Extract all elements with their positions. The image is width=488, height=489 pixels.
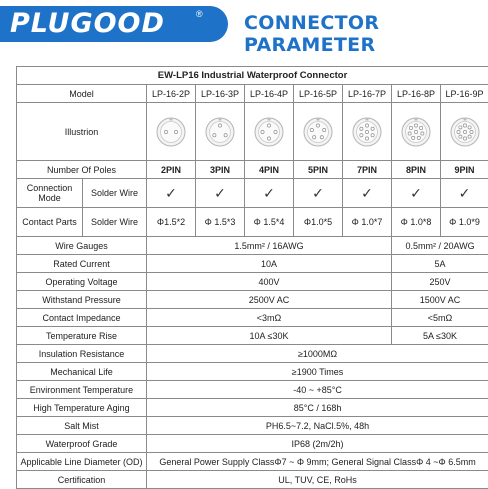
- brand-logo: PLUGOOD: [10, 8, 165, 39]
- check-icon: ✓: [441, 179, 488, 208]
- line-diameter-value: General Power Supply ClassΦ7 ~ Φ 9mm; General Signal ClassΦ 4 ~Φ 6.5mm: [147, 453, 488, 471]
- model-cell: LP-16-3P: [196, 85, 245, 103]
- pin-hole: [164, 130, 167, 133]
- contact-cell: Φ 1.5*4: [245, 208, 294, 237]
- pin-hole: [458, 125, 461, 128]
- pin-hole: [365, 123, 368, 126]
- pin-hole: [456, 130, 459, 133]
- contact-cell: Φ 1.5*3: [196, 208, 245, 237]
- waterproof-grade-label: Waterproof Grade: [17, 435, 147, 453]
- pin-hole: [316, 123, 319, 126]
- pin-hole: [267, 136, 270, 139]
- pressure-a: 2500V AC: [147, 291, 392, 309]
- pin-hole: [320, 135, 323, 138]
- environment-temperature-label: Environment Temperature: [17, 381, 147, 399]
- impedance-b: <5mΩ: [392, 309, 488, 327]
- temperature-rise-label: Temperature Rise: [17, 327, 147, 345]
- poles-cell: 9PIN: [441, 161, 488, 179]
- impedance-a: <3mΩ: [147, 309, 392, 327]
- poles-cell: 2PIN: [147, 161, 196, 179]
- connector-face-icon: [204, 116, 236, 148]
- pin-hole: [174, 130, 177, 133]
- connector-face-icon: [155, 116, 187, 148]
- solder-wire-label: Solder Wire: [83, 208, 147, 237]
- pin-hole: [224, 133, 227, 136]
- model-cell: LP-16-4P: [245, 85, 294, 103]
- temp-rise-b: 5A ≤30K: [392, 327, 488, 345]
- model-cell: LP-16-7P: [343, 85, 392, 103]
- pin-hole: [463, 130, 466, 133]
- poles-cell: 7PIN: [343, 161, 392, 179]
- pin-hole: [469, 130, 472, 133]
- wire-gauge-a: 1.5mm² / 16AWG: [147, 237, 392, 255]
- pin-hole: [218, 123, 221, 126]
- temp-rise-a: 10A ≤30K: [147, 327, 392, 345]
- waterproof-value: IP68 (2m/2h): [147, 435, 488, 453]
- check-icon: ✓: [294, 179, 343, 208]
- pin-hole: [310, 128, 313, 131]
- pin-hole: [360, 133, 363, 136]
- pin-hole: [417, 136, 420, 139]
- solder-wire-label: Solder Wire: [83, 179, 147, 208]
- contact-cell: Φ 1.0*9: [441, 208, 488, 237]
- insulation-value: ≥1000MΩ: [147, 345, 488, 363]
- model-label: Model: [17, 85, 147, 103]
- connector-face-icon: [400, 116, 432, 148]
- pin-hole: [468, 125, 471, 128]
- pin-hole: [463, 123, 466, 126]
- connector-face-icon: [302, 116, 334, 148]
- illustration-cell: [343, 103, 392, 161]
- brand-banner: [0, 6, 228, 42]
- pin-hole: [458, 135, 461, 138]
- mechanical-life-label: Mechanical Life: [17, 363, 147, 381]
- mechanical-life-value: ≥1900 Times: [147, 363, 488, 381]
- illustration-cell: [441, 103, 488, 161]
- illustration-cell: [294, 103, 343, 161]
- poles-cell: 4PIN: [245, 161, 294, 179]
- illustration-cell: [245, 103, 294, 161]
- pin-hole: [421, 131, 424, 134]
- pin-hole: [463, 136, 466, 139]
- wire-gauges-label: Wire Gauges: [17, 237, 147, 255]
- contact-parts-label: Contact Parts: [17, 208, 83, 237]
- pin-hole: [267, 123, 270, 126]
- check-icon: ✓: [392, 179, 441, 208]
- certification-label: Certification: [17, 471, 147, 489]
- line-diameter-label: Applicable Line Diameter (OD): [17, 453, 147, 471]
- high-temp-aging-label: High Temperature Aging: [17, 399, 147, 417]
- contact-cell: Φ 1.0*8: [392, 208, 441, 237]
- pin-hole: [371, 127, 374, 130]
- aging-value: 85°C / 168h: [147, 399, 488, 417]
- check-icon: ✓: [343, 179, 392, 208]
- illustration-label: Illustrion: [17, 103, 147, 161]
- salt-mist-value: PH6.5~7.2, NaCl.5%, 48h: [147, 417, 488, 435]
- page-title: CONNECTOR PARAMETER: [244, 12, 488, 56]
- pin-hole: [274, 130, 277, 133]
- pin-hole: [414, 130, 417, 133]
- pin-hole: [419, 126, 422, 129]
- poles-cell: 8PIN: [392, 161, 441, 179]
- insulation-resistance-label: Insulation Resistance: [17, 345, 147, 363]
- rated-current-a: 10A: [147, 255, 392, 273]
- operating-voltage-label: Operating Voltage: [17, 273, 147, 291]
- rated-current-label: Rated Current: [17, 255, 147, 273]
- poles-cell: 3PIN: [196, 161, 245, 179]
- model-cell: LP-16-9P: [441, 85, 488, 103]
- rated-current-b: 5A: [392, 255, 488, 273]
- salt-mist-label: Salt Mist: [17, 417, 147, 435]
- illustration-cell: [147, 103, 196, 161]
- pin-hole: [365, 130, 368, 133]
- pin-hole: [468, 135, 471, 138]
- withstand-pressure-label: Withstand Pressure: [17, 291, 147, 309]
- pin-hole: [313, 135, 316, 138]
- pin-hole: [408, 131, 411, 134]
- pin-hole: [213, 133, 216, 136]
- pin-hole: [365, 136, 368, 139]
- pin-hole: [371, 133, 374, 136]
- check-icon: ✓: [196, 179, 245, 208]
- illustration-cell: [196, 103, 245, 161]
- voltage-a: 400V: [147, 273, 392, 291]
- pin-hole: [323, 128, 326, 131]
- certification-value: UL, TUV, CE, RoHs: [147, 471, 488, 489]
- voltage-b: 250V: [392, 273, 488, 291]
- contact-cell: Φ1.0*5: [294, 208, 343, 237]
- contact-impedance-label: Contact Impedance: [17, 309, 147, 327]
- pressure-b: 1500V AC: [392, 291, 488, 309]
- pin-hole: [412, 136, 415, 139]
- pin-hole: [409, 126, 412, 129]
- model-cell: LP-16-8P: [392, 85, 441, 103]
- illustration-cell: [392, 103, 441, 161]
- env-temp-value: -40 ~ +85°C: [147, 381, 488, 399]
- parameter-table: [16, 66, 488, 489]
- contact-cell: Φ1.5*2: [147, 208, 196, 237]
- poles-label: Number Of Poles: [17, 161, 147, 179]
- connector-face-icon: [253, 116, 285, 148]
- connector-face-icon: [449, 116, 481, 148]
- pin-hole: [360, 127, 363, 130]
- connector-face-icon: [351, 116, 383, 148]
- model-cell: LP-16-2P: [147, 85, 196, 103]
- header-bar: [0, 0, 488, 48]
- wire-gauge-b: 0.5mm² / 20AWG: [392, 237, 488, 255]
- connection-mode-label: Connection Mode: [17, 179, 83, 208]
- pin-hole: [261, 130, 264, 133]
- contact-cell: Φ 1.0*7: [343, 208, 392, 237]
- model-cell: LP-16-5P: [294, 85, 343, 103]
- check-icon: ✓: [147, 179, 196, 208]
- pin-hole: [414, 123, 417, 126]
- table-title: EW-LP16 Industrial Waterproof Connector: [17, 67, 488, 85]
- poles-cell: 5PIN: [294, 161, 343, 179]
- registered-mark: ®: [196, 9, 203, 19]
- check-icon: ✓: [245, 179, 294, 208]
